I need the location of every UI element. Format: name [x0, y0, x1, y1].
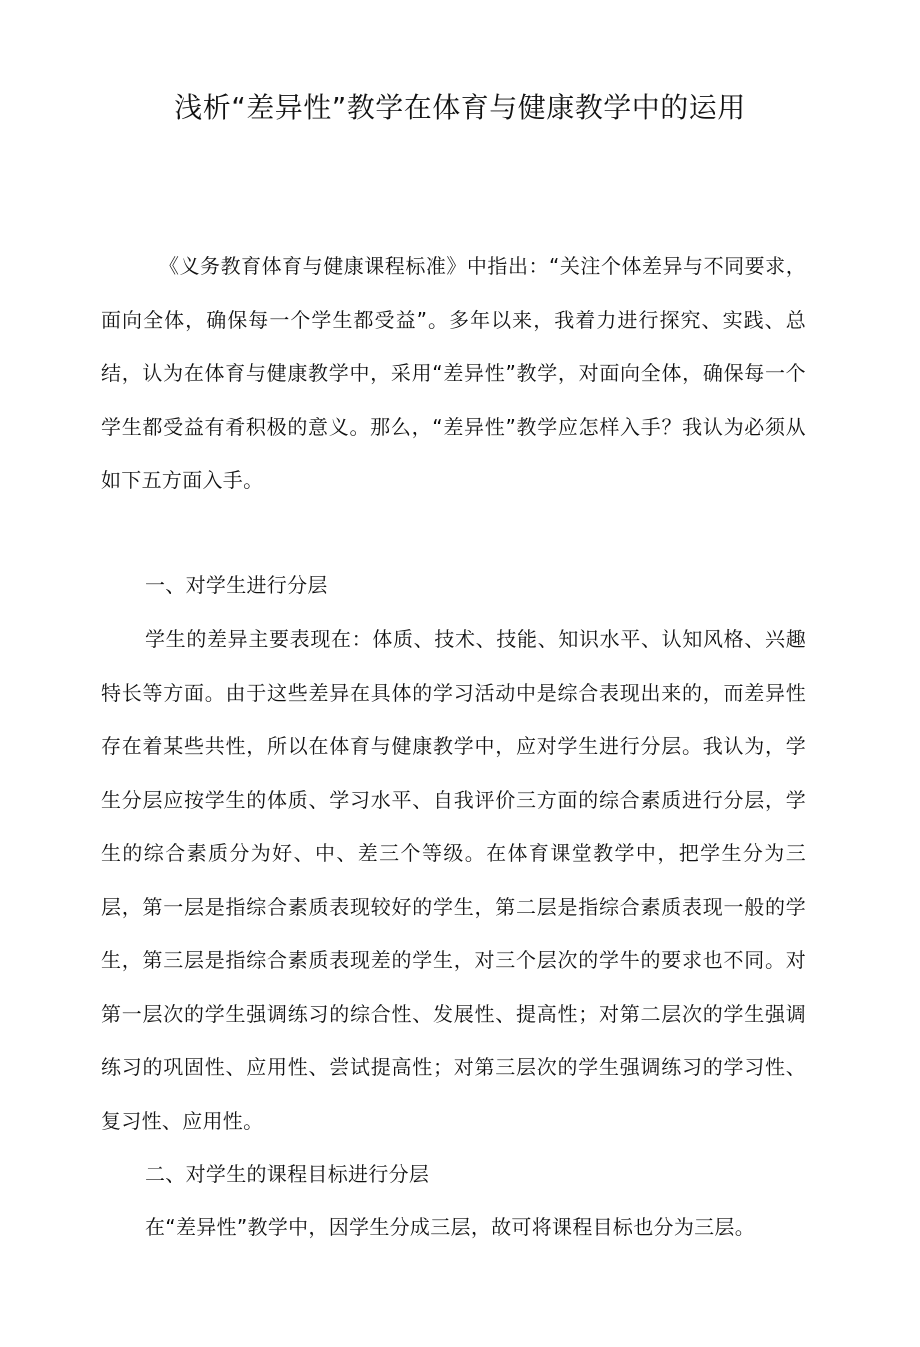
section-paragraph-1: 学生的差异主要表现在：体质、技术、技能、知识水平、认知风格、兴趣特长等方面。由于这些差异在具体的学习活动中是综合表现出来的，而差异性存在着某些共性，所以在体育与健康教学中，应对学生进行分层。我认为，学生分层应按学生的体质、学习水平、自我评价三方面的综合素质进行分层，学生的综合素质分为好、中、差三个等级。在体育课堂教学中，把学生分为三层，第一层是指综合素质表现较好的学生，第二层是指综合素质表现一般的学生，第三层是指综合素质表现差的学生，对三个层次的学牛的要求也不同。对第一层次的学生强调练习的综合性、发展性、提高性；对第二层次的学生强调练习的巩固性、应用性、尝试提高性；对第三层次的学生强调练习的学习性、复习性、应用性。: [101, 627, 806, 1133]
intro-paragraph: 《义务教育体育与健康课程标准》中指出：“关注个体差异与不同要求，面向全体，确保每一个学生都受益”。多年以来，我着力进行探究、实践、总结，认为在体育与健康教学中，采用“差异性”教学，对面向全体，确保每一个学生都受益有肴积极的意义。那么，“差异性”教学应怎样入手？我认为必须从如下五方面入手。: [101, 254, 806, 492]
section-heading-2: 二、对学生的课程目标进行分层: [145, 1162, 430, 1186]
document-title: 浅析“差异性”教学在体育与健康教学中的运用: [174, 91, 746, 124]
section-heading-1: 一、对学生进行分层: [145, 573, 328, 597]
section-paragraph-2: 在“差异性”教学中，因学生分成三层，故可将课程目标也分为三层。: [145, 1215, 756, 1239]
